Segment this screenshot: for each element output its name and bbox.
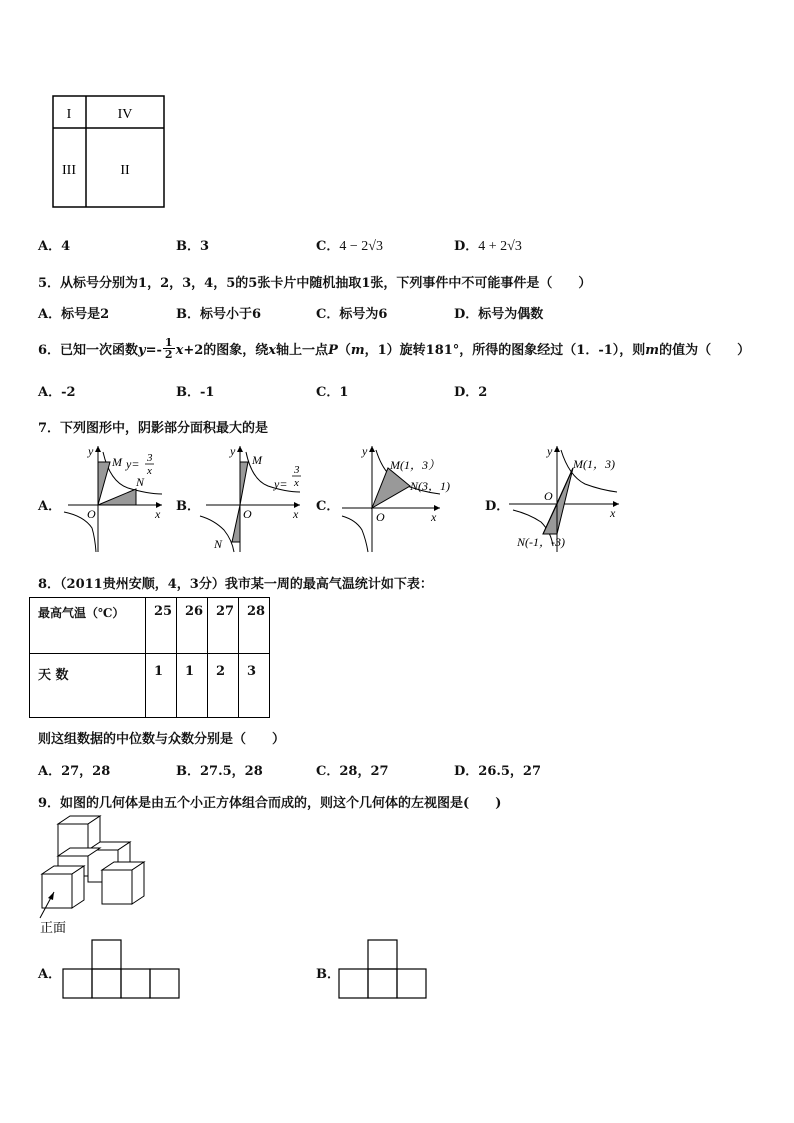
- q4-option-d[interactable]: [454, 235, 522, 255]
- q7a-axis-x: x: [155, 507, 161, 521]
- q6-paren: （: [337, 343, 351, 358]
- q6-var-x: x: [175, 343, 184, 358]
- q7b-den: x: [294, 477, 299, 489]
- q8-option-c[interactable]: C．28，27: [316, 764, 389, 779]
- q7-option-a[interactable]: A．: [38, 499, 62, 514]
- q9-option-b-figure: [336, 938, 430, 1000]
- q8-days-cell: 1: [177, 654, 208, 718]
- q6-stem-post: ，1）旋转181°，所得的图象经过（1．-1），则: [364, 343, 646, 358]
- q8-temp-cell: 27: [208, 598, 239, 654]
- q7-figure-b: [196, 442, 306, 554]
- q5-stem: 5．从标号分别为1，2，3，4，5的5张卡片中随机抽取1张，下列事件中不可能事件是（ ）: [38, 276, 592, 291]
- q5-option-a[interactable]: A．标号是2: [38, 307, 110, 322]
- q6-var-p: P: [328, 343, 338, 358]
- q8-option-a[interactable]: A．27，28: [38, 764, 111, 779]
- q6-option-c[interactable]: C．1: [316, 385, 349, 400]
- q7a-label-n: N: [136, 475, 145, 489]
- q6-frac-num: 1: [164, 336, 173, 349]
- q9-option-b[interactable]: B．: [316, 967, 340, 982]
- q7a-den: x: [147, 465, 152, 477]
- q6-option-a[interactable]: A．-2: [38, 385, 76, 400]
- q7-figure-c: [336, 442, 466, 554]
- q7-option-d[interactable]: D．: [485, 499, 510, 514]
- grid-cell-1: I: [66, 107, 72, 122]
- q5-option-c[interactable]: C．标号为6: [316, 307, 388, 322]
- q7d-axis-x: x: [610, 506, 616, 520]
- q6-stem-mid2: 轴上一点: [276, 343, 329, 358]
- q7b-origin: O: [243, 507, 252, 521]
- q6-var-y: y: [138, 343, 146, 358]
- q6-var-x2: x: [268, 343, 277, 358]
- q8-days-cell: 1: [146, 654, 177, 718]
- q7b-label-n: N: [214, 537, 223, 551]
- q8-header-label: 最高气温（℃）: [30, 598, 146, 654]
- q7-option-b[interactable]: B．: [176, 499, 200, 514]
- q4-option-a[interactable]: A．4: [38, 239, 71, 254]
- q7a-label-m: M: [112, 455, 122, 469]
- q7a-axis-y: y: [88, 444, 94, 458]
- q4-option-c-prefix: C．: [316, 239, 340, 254]
- q7-figure-d: [505, 442, 625, 554]
- q7d-origin: O: [544, 489, 553, 503]
- q9-option-a-figure: [60, 938, 182, 1000]
- q4-option-c-expr: 4 − 2√3: [339, 239, 383, 254]
- q9-front-label: 正面: [40, 920, 67, 934]
- q6-var-m2: m: [645, 343, 660, 358]
- q5-option-d[interactable]: D．标号为偶数: [454, 307, 544, 322]
- q7c-axis-y: y: [362, 444, 368, 458]
- q7c-label-n: N(3，1): [410, 479, 450, 493]
- q8-temp-cell: 25: [146, 598, 177, 654]
- q7a-num: 3: [147, 452, 153, 464]
- q7d-label-n: N(-1，-3): [517, 535, 565, 549]
- q8-temp-cell: 28: [239, 598, 270, 654]
- q7a-origin: O: [87, 507, 96, 521]
- q4-option-d-expr: 4 + 2√3: [478, 239, 522, 254]
- q4-option-c[interactable]: [316, 235, 383, 255]
- q9-stem: 9．如图的几何体是由五个小正方体组合而成的，则这个几何体的左视图是( ): [38, 796, 502, 811]
- grid-cell-2: II: [120, 163, 130, 178]
- q7a-eq: y=: [126, 457, 140, 471]
- q7-option-c[interactable]: C．: [316, 499, 340, 514]
- q7b-label-m: M: [252, 453, 262, 467]
- q8-option-d[interactable]: D．26.5，27: [454, 764, 542, 779]
- q7c-axis-x: x: [431, 510, 437, 524]
- q8-option-b[interactable]: B．27.5，28: [176, 764, 263, 779]
- q8-days-cell: 3: [239, 654, 270, 718]
- q8-days-cell: 2: [208, 654, 239, 718]
- q8-days-label: 天 数: [30, 654, 146, 718]
- q7-figure-a: [58, 442, 168, 554]
- q8-temperature-table: [29, 597, 270, 718]
- q6-fraction: [163, 337, 175, 360]
- q7b-axis-y: y: [230, 444, 236, 458]
- grid-cell-4: IV: [117, 107, 133, 122]
- q6-frac-den: 2: [164, 348, 173, 361]
- q7d-axis-y: y: [547, 444, 553, 458]
- q6-option-b[interactable]: B．-1: [176, 385, 215, 400]
- q4-option-d-prefix: D．: [454, 239, 479, 254]
- q7b-num: 3: [294, 464, 300, 476]
- q7c-origin: O: [376, 510, 385, 524]
- q8-stem: 8．（2011贵州安顺，4，3分）我市某一周的最高气温统计如下表：: [38, 577, 433, 592]
- q4-option-b[interactable]: B．3: [176, 239, 210, 254]
- q6-stem-mid: +2的图象，绕: [183, 343, 269, 358]
- q6-stem-pre: 6．已知一次函数: [38, 343, 139, 358]
- grid-cell-3: III: [62, 163, 76, 178]
- q9-cube-figure: [36, 812, 152, 934]
- q6-eq: =-: [145, 343, 162, 358]
- q6-stem-end: 的值为（ ）: [659, 343, 751, 358]
- q4-grid-figure: [50, 93, 168, 211]
- q6-var-m: m: [350, 343, 365, 358]
- q7d-label-m: M(1，3): [573, 457, 615, 471]
- q8-temp-cell: 26: [177, 598, 208, 654]
- q6-option-d[interactable]: D．2: [454, 385, 488, 400]
- q8-follow-up: 则这组数据的中位数与众数分别是（ ）: [38, 732, 286, 747]
- q6-stem: [38, 336, 751, 362]
- q5-option-b[interactable]: B．标号小于6: [176, 307, 262, 322]
- q7b-eq: y=: [274, 477, 288, 491]
- q7b-axis-x: x: [293, 507, 299, 521]
- q9-option-a[interactable]: A．: [38, 967, 62, 982]
- q7-stem: 7．下列图形中，阴影部分面积最大的是: [38, 421, 269, 436]
- q7c-label-m: M(1，3）: [390, 458, 440, 472]
